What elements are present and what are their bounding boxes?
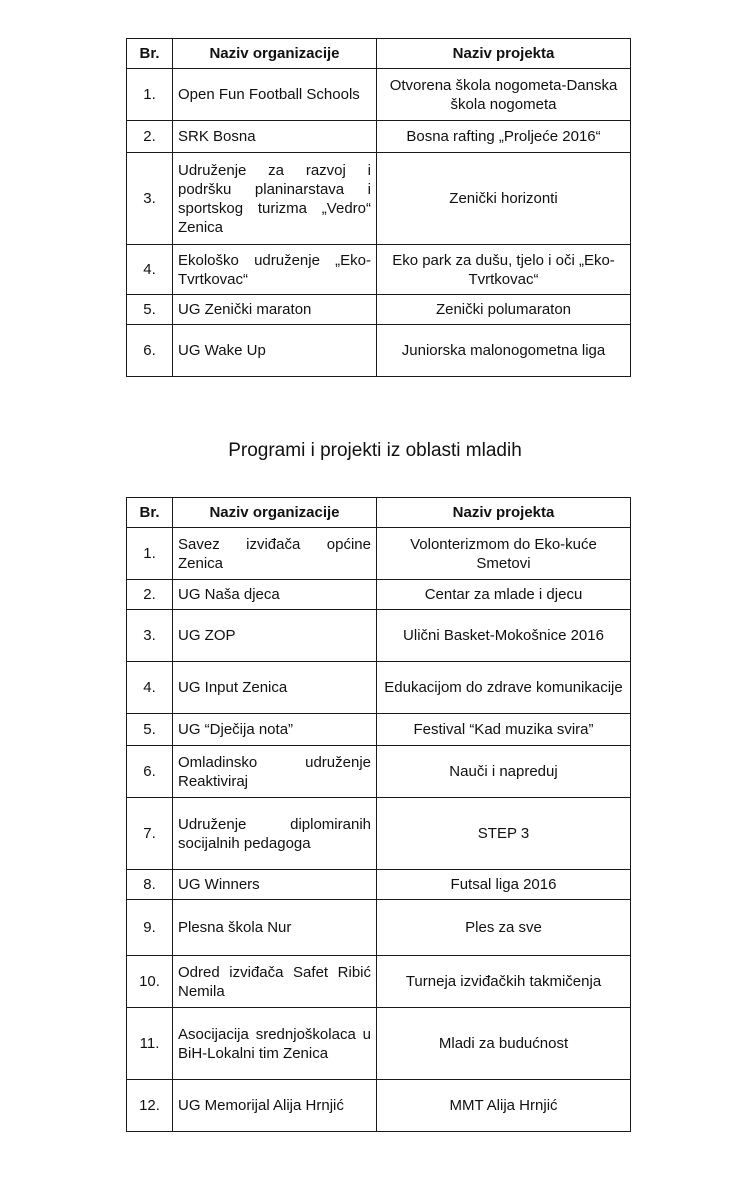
row-organization: UG Memorijal Alija Hrnjić <box>173 1080 377 1132</box>
row-number: 5. <box>127 714 173 746</box>
row-organization: UG Winners <box>173 870 377 900</box>
row-project: STEP 3 <box>377 798 631 870</box>
row-organization: UG Naša djeca <box>173 580 377 610</box>
row-organization: Ekološko udruženje „Eko-Tvrtkovac“ <box>173 245 377 295</box>
header-project: Naziv projekta <box>377 39 631 69</box>
row-project: Turneja izviđačkih takmičenja <box>377 956 631 1008</box>
table-row <box>127 1008 631 1080</box>
table-row <box>127 662 631 714</box>
row-project: Centar za mlade i djecu <box>377 580 631 610</box>
table-row <box>127 69 631 121</box>
table-header-row <box>127 39 631 69</box>
youth-projects-table <box>126 497 631 1132</box>
row-number: 1. <box>127 528 173 580</box>
row-organization: Udruženje za razvoj i podršku planinarstava i sportskog turizma „Vedro“ Zenica <box>173 153 377 245</box>
row-organization: Udruženje diplomiranih socijalnih pedagoga <box>173 798 377 870</box>
row-organization: UG Wake Up <box>173 325 377 377</box>
row-number: 3. <box>127 153 173 245</box>
row-number: 5. <box>127 295 173 325</box>
row-organization: Odred izviđača Safet Ribić Nemila <box>173 956 377 1008</box>
table-row <box>127 295 631 325</box>
section-heading-youth: Programi i projekti iz oblasti mladih <box>228 440 522 461</box>
row-project: Futsal liga 2016 <box>377 870 631 900</box>
table-row <box>127 153 631 245</box>
row-project: Zenički horizonti <box>377 153 631 245</box>
table-row <box>127 610 631 662</box>
row-number: 6. <box>127 325 173 377</box>
row-number: 4. <box>127 245 173 295</box>
row-project: Eko park za dušu, tjelo i oči „Eko-Tvrtkovac“ <box>377 245 631 295</box>
row-project: Ulični Basket-Mokošnice 2016 <box>377 610 631 662</box>
row-organization: Plesna škola Nur <box>173 900 377 956</box>
row-number: 2. <box>127 121 173 153</box>
table-row <box>127 798 631 870</box>
sports-projects-table <box>126 38 631 377</box>
row-project: Edukacijom do zdrave komunikacije <box>377 662 631 714</box>
table-header-row <box>127 498 631 528</box>
row-organization: UG Input Zenica <box>173 662 377 714</box>
row-number: 2. <box>127 580 173 610</box>
row-organization: UG “Dječija nota” <box>173 714 377 746</box>
header-project: Naziv projekta <box>377 498 631 528</box>
row-number: 10. <box>127 956 173 1008</box>
row-number: 1. <box>127 69 173 121</box>
table-row <box>127 714 631 746</box>
row-project: Bosna rafting „Proljeće 2016“ <box>377 121 631 153</box>
row-number: 12. <box>127 1080 173 1132</box>
row-organization: SRK Bosna <box>173 121 377 153</box>
table-row <box>127 956 631 1008</box>
row-project: Otvorena škola nogometa-Danska škola nogometa <box>377 69 631 121</box>
row-number: 7. <box>127 798 173 870</box>
header-organization: Naziv organizacije <box>173 498 377 528</box>
header-number: Br. <box>127 39 173 69</box>
row-number: 11. <box>127 1008 173 1080</box>
row-project: Festival “Kad muzika svira” <box>377 714 631 746</box>
row-organization: Savez izviđača općine Zenica <box>173 528 377 580</box>
table-row <box>127 870 631 900</box>
row-project: MMT Alija Hrnjić <box>377 1080 631 1132</box>
row-number: 3. <box>127 610 173 662</box>
row-number: 9. <box>127 900 173 956</box>
row-organization: Open Fun Football Schools <box>173 69 377 121</box>
header-number: Br. <box>127 498 173 528</box>
table-row <box>127 580 631 610</box>
row-number: 4. <box>127 662 173 714</box>
row-project: Mladi za budućnost <box>377 1008 631 1080</box>
table-row <box>127 1080 631 1132</box>
header-organization: Naziv organizacije <box>173 39 377 69</box>
table-row <box>127 245 631 295</box>
row-number: 8. <box>127 870 173 900</box>
table-row <box>127 900 631 956</box>
row-organization: Asocijacija srednjoškolaca u BiH-Lokalni tim Zenica <box>173 1008 377 1080</box>
row-organization: Omladinsko udruženje Reaktiviraj <box>173 746 377 798</box>
row-number: 6. <box>127 746 173 798</box>
table-row <box>127 746 631 798</box>
row-organization: UG Zenički maraton <box>173 295 377 325</box>
row-project: Volonterizmom do Eko-kuće Smetovi <box>377 528 631 580</box>
table-row <box>127 121 631 153</box>
table-row <box>127 325 631 377</box>
table-row <box>127 528 631 580</box>
row-project: Ples za sve <box>377 900 631 956</box>
row-project: Juniorska malonogometna liga <box>377 325 631 377</box>
row-project: Zenički polumaraton <box>377 295 631 325</box>
row-organization: UG ZOP <box>173 610 377 662</box>
row-project: Nauči i napreduj <box>377 746 631 798</box>
